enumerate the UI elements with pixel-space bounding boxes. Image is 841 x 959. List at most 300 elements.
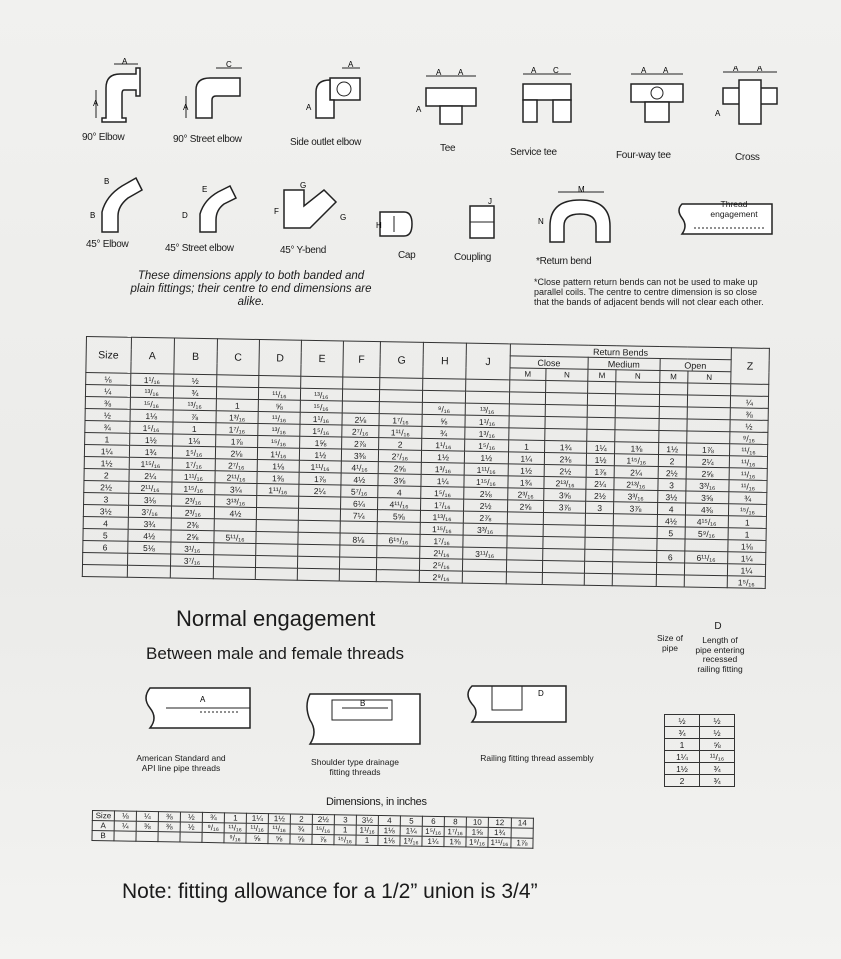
- table-cell: 2½: [586, 489, 614, 501]
- table-cell: ½: [700, 715, 735, 727]
- table-cell: 1⅞: [511, 838, 533, 848]
- normal-engagement-title: Normal engagement: [176, 606, 376, 631]
- side-col-size-header: Size of pipe: [657, 633, 683, 653]
- table-cell: 2¼: [614, 466, 657, 479]
- table-cell: 3³/₁₆: [614, 490, 657, 503]
- table-cell: [546, 381, 588, 394]
- table-cell: 2⁷/₁₆: [215, 459, 257, 472]
- table-cell: 4: [378, 816, 400, 826]
- table-cell: 1⁷/₁₆: [420, 534, 463, 547]
- table-cell: [615, 406, 658, 419]
- col-size: Size: [86, 337, 131, 374]
- table-cell: 1⅝: [466, 827, 488, 837]
- table-cell: 4: [657, 502, 685, 514]
- table-cell: B: [92, 831, 114, 841]
- table-cell: 1: [85, 432, 130, 445]
- table-cell: [507, 512, 544, 525]
- table-cell: 1: [334, 825, 356, 835]
- table-cell: 2: [84, 468, 129, 481]
- table-cell: 3: [586, 501, 614, 513]
- table-cell: ⅜: [730, 408, 768, 421]
- table-cell: [685, 539, 728, 552]
- svg-text:C: C: [226, 60, 232, 69]
- table-cell: ¹¹/₁₆: [729, 468, 767, 481]
- table-cell: 14: [511, 818, 533, 828]
- table-cell: 2¼: [299, 484, 341, 497]
- railing-length-body: [665, 715, 735, 787]
- svg-text:A: A: [436, 68, 442, 77]
- table-cell: 3½: [83, 504, 128, 517]
- table-cell: ¾: [665, 727, 700, 739]
- table-cell: A: [92, 821, 114, 831]
- table-cell: 2⅞: [341, 437, 378, 450]
- table-cell: [545, 405, 587, 418]
- table-cell: 3⅝: [544, 489, 586, 502]
- table-cell: 1⅛: [728, 540, 766, 553]
- table-cell: 1: [356, 835, 378, 845]
- table-cell: ¹³/₁₆: [466, 403, 509, 416]
- table-cell: [216, 387, 258, 400]
- table-cell: [687, 407, 730, 420]
- return-bend-note: *Close pattern return bends can not be used to make up parallel coils. The centre to centre dimension is so close that the bands of adjacent bends will not clear each other.: [534, 277, 764, 307]
- table-cell: 1¼: [665, 751, 700, 763]
- table-cell: 2⁷/₁₆: [342, 425, 379, 438]
- open-header: Open: [659, 359, 731, 372]
- table-cell: ¹¹/₁₆: [700, 751, 735, 763]
- table-cell: ¹⁵/₁₆: [334, 835, 356, 845]
- table-cell: ¹³/₁₆: [300, 388, 342, 401]
- line-pipe-thread-drawing: [138, 678, 264, 738]
- side-col-d-letter: D: [714, 621, 722, 632]
- table-cell: [615, 418, 658, 431]
- table-cell: [659, 383, 687, 395]
- table-cell: 3⅞: [544, 501, 586, 514]
- table-cell: [687, 395, 730, 408]
- table-cell: 1: [173, 422, 216, 435]
- drainage-thread-drawing: [300, 686, 430, 750]
- table-cell: 1⅛: [378, 825, 400, 835]
- table-cell: [297, 568, 339, 581]
- svg-text:A: A: [348, 60, 354, 69]
- table-cell: 2½: [84, 480, 129, 493]
- table-cell: ¹¹/₁₆: [268, 824, 290, 834]
- table-cell: [255, 555, 297, 568]
- table-cell: [379, 390, 422, 403]
- table-cell: 1¹¹/₁₆: [257, 484, 299, 497]
- table-cell: ¾: [700, 775, 735, 787]
- table-cell: [217, 375, 259, 388]
- table-cell: 1⅜: [257, 472, 299, 485]
- street-elbow-45-drawing: [176, 178, 244, 238]
- label-coupling: Coupling: [454, 252, 492, 263]
- table-cell: 2⅝: [686, 467, 729, 480]
- table-cell: [298, 496, 340, 509]
- table-cell: [339, 569, 376, 582]
- return-bends-header: Return Bends: [510, 344, 732, 360]
- table-cell: Size: [92, 811, 114, 821]
- table-cell: 2½: [312, 814, 334, 824]
- table-cell: ⅛: [86, 373, 131, 386]
- table-cell: 3⅜: [341, 449, 378, 462]
- table-cell: 1¼: [422, 836, 444, 846]
- table-cell: 2¼: [686, 455, 729, 468]
- table-cell: 4¹⁵/₁₆: [685, 515, 728, 528]
- table-cell: [659, 407, 687, 419]
- table-cell: 3: [334, 815, 356, 825]
- table-cell: ¹⁵/₁₆: [728, 504, 766, 517]
- table-row: [665, 775, 735, 787]
- table-cell: 1¾: [545, 441, 587, 454]
- table-cell: ¹¹/₁₆: [729, 480, 767, 493]
- table-cell: [585, 549, 613, 561]
- table-cell: 6¼: [340, 497, 377, 510]
- table-cell: [297, 556, 339, 569]
- table-cell: 4½: [341, 473, 378, 486]
- table-cell: ⅝: [258, 400, 300, 413]
- table-cell: 1¼: [508, 452, 545, 465]
- table-cell: 10: [466, 817, 488, 827]
- table-cell: 1¹³/₁₆: [420, 510, 463, 523]
- table-cell: 1¾: [129, 445, 172, 458]
- table-cell: [342, 401, 379, 414]
- table-cell: 2³/₁₆: [507, 488, 544, 501]
- table-cell: [214, 519, 256, 532]
- table-cell: 4: [378, 486, 421, 499]
- table-cell: 2¹/₁₆: [420, 546, 463, 559]
- table-cell: 1⁵/₁₆: [421, 486, 464, 499]
- table-cell: 2¼: [129, 469, 172, 482]
- table-cell: 2⅜: [544, 453, 586, 466]
- table-cell: 3⅛: [128, 493, 171, 506]
- table-cell: [585, 537, 613, 549]
- table-cell: 3½: [657, 490, 685, 502]
- table-cell: 1³/₁₆: [465, 427, 508, 440]
- table-cell: 5: [400, 816, 422, 826]
- table-cell: 5¹¹/₁₆: [214, 531, 256, 544]
- svg-text:M: M: [578, 186, 585, 194]
- table-cell: 2⅞: [464, 511, 507, 524]
- table-cell: [377, 522, 420, 535]
- table-cell: ⅞: [173, 410, 216, 423]
- col-c: C: [217, 339, 260, 376]
- table-cell: 1⅛: [172, 434, 215, 447]
- table-cell: 1⅛: [130, 409, 173, 422]
- table-cell: [687, 419, 730, 432]
- y-bend-45-drawing: [268, 180, 358, 242]
- medium-n: N: [616, 370, 659, 383]
- table-cell: 5: [83, 528, 128, 541]
- service-tee-drawing: [508, 66, 580, 128]
- close-m: M: [509, 368, 546, 381]
- table-cell: 1³/₁₆: [400, 836, 422, 846]
- table-cell: ⅝: [268, 834, 290, 844]
- fitting-dimensions-table: [82, 336, 770, 589]
- table-cell: 3¼: [215, 483, 257, 496]
- table-cell: ½: [180, 822, 202, 832]
- table-cell: [615, 430, 658, 443]
- svg-text:G: G: [340, 213, 347, 222]
- svg-text:A: A: [757, 66, 763, 73]
- svg-text:D: D: [538, 689, 544, 698]
- table-cell: ⅝: [422, 414, 465, 427]
- table-cell: 2¼: [586, 477, 614, 489]
- table-cell: [659, 395, 687, 407]
- table-cell: ¹⁵/₁₆: [312, 824, 334, 834]
- table-cell: 4½: [127, 529, 170, 542]
- table-cell: 1³/₁₆: [216, 411, 258, 424]
- railing-thread-drawing: [460, 676, 578, 736]
- side-outlet-elbow-drawing: [300, 56, 370, 126]
- svg-text:B: B: [90, 211, 96, 220]
- table-cell: [422, 390, 465, 403]
- table-cell: 1¹/₁₆: [356, 825, 378, 835]
- table-cell: [376, 570, 419, 583]
- col-e: E: [301, 340, 344, 377]
- table-cell: [542, 573, 584, 586]
- table-cell: 1⅞: [216, 435, 258, 448]
- table-cell: [509, 392, 546, 405]
- table-cell: 1¹⁵/₁₆: [615, 454, 658, 467]
- table-cell: [613, 526, 656, 539]
- table-cell: ½: [665, 715, 700, 727]
- table-cell: ¾: [85, 420, 130, 433]
- table-cell: 5⁹/₁₆: [685, 527, 728, 540]
- table-cell: 2: [378, 438, 421, 451]
- table-cell: [543, 525, 585, 538]
- table-cell: 4¹/₁₆: [341, 461, 378, 474]
- table-cell: 1¹¹/₁₆: [464, 463, 507, 476]
- table-cell: 1¹⁵/₁₆: [464, 475, 507, 488]
- dimensions-caption: Dimensions, in inches: [326, 796, 427, 808]
- table-cell: 5⁷/₁₆: [341, 485, 378, 498]
- table-cell: 3½: [356, 815, 378, 825]
- table-cell: [202, 832, 224, 842]
- table-cell: 2⅜: [171, 518, 214, 531]
- table-cell: 2⁷/₁₆: [378, 450, 421, 463]
- svg-text:A: A: [200, 695, 206, 704]
- table-cell: ⅝: [290, 834, 312, 844]
- table-cell: ¼: [136, 811, 158, 821]
- table-cell: 1½: [658, 443, 686, 455]
- table-cell: [83, 552, 128, 565]
- table-cell: [506, 536, 543, 549]
- table-cell: [656, 562, 684, 574]
- label-tee: Tee: [440, 143, 456, 154]
- table-cell: 1⅜: [615, 442, 658, 455]
- svg-text:E: E: [202, 185, 208, 194]
- table-cell: [256, 508, 298, 521]
- svg-text:A: A: [531, 66, 537, 75]
- dimension-note: These dimensions apply to both banded and plain fittings; their centre to end dimensions are alike.: [130, 270, 372, 308]
- table-cell: [342, 377, 379, 390]
- table-cell: 3¾: [128, 517, 171, 530]
- table-cell: ⅜: [158, 822, 180, 832]
- table-cell: [658, 431, 686, 443]
- table-cell: ¼: [114, 821, 136, 831]
- table-cell: [342, 389, 379, 402]
- table-cell: 1: [216, 399, 258, 412]
- table-cell: 2⅛: [342, 413, 379, 426]
- label-cross: Cross: [735, 152, 760, 163]
- table-row: [665, 751, 735, 763]
- svg-text:A: A: [93, 99, 99, 108]
- table-cell: ⅝: [246, 833, 268, 843]
- table-cell: [170, 566, 213, 579]
- table-cell: [616, 382, 659, 395]
- table-cell: 1: [508, 440, 545, 453]
- table-cell: 2: [658, 455, 686, 467]
- table-cell: ⁹/₁₆: [730, 432, 768, 445]
- table-cell: [180, 832, 202, 842]
- table-cell: ½: [700, 727, 735, 739]
- cap-drawing: [372, 204, 420, 246]
- table-cell: 12: [488, 817, 511, 827]
- table-cell: [613, 562, 656, 575]
- table-cell: 1¾: [508, 476, 545, 489]
- table-cell: [587, 429, 615, 441]
- table-cell: 6¹⁵/₁₆: [377, 534, 420, 547]
- svg-text:A: A: [306, 103, 312, 112]
- table-cell: 3⅝: [685, 491, 728, 504]
- table-cell: 2: [290, 814, 312, 824]
- table-cell: ⁹/₁₆: [224, 833, 246, 843]
- table-cell: 1³/₁₆: [421, 462, 464, 475]
- table-cell: 4½: [214, 507, 256, 520]
- table-cell: 2⁵/₁₆: [420, 558, 463, 571]
- table-cell: ½: [180, 812, 202, 822]
- table-cell: [298, 508, 340, 521]
- table-cell: ¾: [202, 812, 224, 822]
- table-cell: ¹⁵/₁₆: [258, 436, 300, 449]
- table-cell: ¹¹/₁₆: [729, 456, 767, 469]
- table-cell: 1⅞: [299, 472, 341, 485]
- table-cell: [339, 557, 376, 570]
- svg-text:B: B: [360, 699, 366, 708]
- table-cell: 1⁵/₁₆: [727, 576, 765, 589]
- table-cell: 1⁵/₁₆: [422, 826, 444, 836]
- table-cell: ½: [730, 420, 768, 433]
- table-cell: ⅜: [158, 812, 180, 822]
- table-cell: [658, 419, 686, 431]
- table-cell: ¼: [730, 396, 768, 409]
- label-cap: Cap: [398, 250, 416, 261]
- table-cell: [614, 514, 657, 527]
- table-cell: [257, 496, 299, 509]
- table-cell: 1½: [129, 433, 172, 446]
- table-cell: 3: [657, 478, 685, 490]
- svg-text:D: D: [182, 211, 188, 220]
- label-45-street-elbow: 45° Street elbow: [165, 243, 234, 254]
- svg-text:J: J: [488, 198, 492, 206]
- table-cell: ⅞: [312, 834, 334, 844]
- table-cell: 1⅞: [686, 443, 729, 456]
- footer-note: Note: fitting allowance for a 1/2” union is 3/4”: [122, 880, 538, 903]
- thread-engagement-label: Thread engagement: [710, 199, 758, 219]
- table-cell: 2½: [464, 499, 507, 512]
- table-cell: [379, 402, 422, 415]
- table-cell: 2³/₁₆: [171, 506, 214, 519]
- table-cell: 1½: [586, 453, 614, 465]
- table-cell: 1⁹/₁₆: [466, 837, 488, 847]
- table-cell: 1⅞: [586, 465, 614, 477]
- label-return-bend: *Return bend: [536, 256, 592, 267]
- table-cell: [687, 383, 730, 396]
- table-cell: [298, 520, 340, 533]
- table-cell: [255, 567, 297, 580]
- table-cell: [463, 559, 506, 572]
- table-cell: ¾: [729, 492, 767, 505]
- table-cell: ¾: [290, 824, 312, 834]
- table-cell: 6¹¹/₁₆: [684, 551, 727, 564]
- table-row: [665, 739, 735, 751]
- table-cell: [587, 393, 615, 405]
- table-cell: 3⁷/₁₆: [128, 505, 171, 518]
- table-cell: [377, 546, 420, 559]
- table-cell: ¾: [422, 426, 465, 439]
- side-col-length-header: Length of pipe entering recessed railing fitting: [695, 635, 745, 674]
- normal-engagement-subtitle: Between male and female threads: [146, 644, 404, 663]
- table-cell: 1⅜: [444, 837, 466, 847]
- col-d: D: [259, 340, 302, 377]
- table-cell: [584, 573, 612, 585]
- svg-text:A: A: [641, 66, 647, 75]
- table-cell: 2⅛: [464, 487, 507, 500]
- svg-text:A: A: [663, 66, 669, 75]
- table-cell: ¹³/₁₆: [130, 385, 173, 398]
- table-cell: 1¹⁵/₁₆: [172, 482, 215, 495]
- table-cell: 1½: [508, 464, 545, 477]
- open-n: N: [687, 371, 730, 384]
- svg-text:C: C: [553, 66, 559, 75]
- table-cell: 1¼: [727, 564, 765, 577]
- medium-m: M: [588, 369, 616, 381]
- table-cell: ¼: [85, 385, 130, 398]
- table-cell: [509, 404, 546, 417]
- table-cell: [259, 376, 301, 389]
- table-cell: 2: [665, 775, 700, 787]
- table-cell: ⅛: [114, 811, 136, 821]
- table-cell: 8: [444, 817, 466, 827]
- table-cell: ¹¹/₁₆: [224, 823, 246, 833]
- label-90-street-elbow: 90° Street elbow: [173, 134, 242, 145]
- table-cell: [585, 525, 613, 537]
- table-cell: 1¼: [84, 444, 129, 457]
- table-cell: 1¹¹/₁₆: [488, 837, 511, 847]
- table-cell: 1: [728, 516, 766, 529]
- table-cell: ½: [85, 408, 130, 421]
- table-cell: 2⁹/₁₆: [419, 570, 462, 583]
- table-cell: 4⅜: [685, 503, 728, 516]
- table-cell: 1⁷/₁₆: [216, 423, 258, 436]
- col-z: Z: [731, 348, 770, 385]
- svg-text:H: H: [376, 221, 382, 230]
- label-four-way-tee: Four-way tee: [616, 150, 671, 161]
- caption-drainage: Shoulder type drainage fitting threads: [311, 757, 399, 777]
- table-cell: 1⁵/₁₆: [172, 446, 215, 459]
- table-cell: [656, 538, 684, 550]
- table-cell: 1⁵/₁₆: [465, 439, 508, 452]
- table-cell: [158, 832, 180, 842]
- table-row: [665, 763, 735, 775]
- table-cell: 3⁷/₁₆: [170, 554, 213, 567]
- svg-text:A: A: [183, 103, 189, 112]
- table-cell: [213, 567, 255, 580]
- col-h: H: [423, 342, 467, 379]
- table-cell: [127, 553, 170, 566]
- table-cell: ¹¹/₁₆: [729, 444, 767, 457]
- table-cell: 2¹¹/₁₆: [215, 471, 257, 484]
- table-cell: [463, 571, 506, 584]
